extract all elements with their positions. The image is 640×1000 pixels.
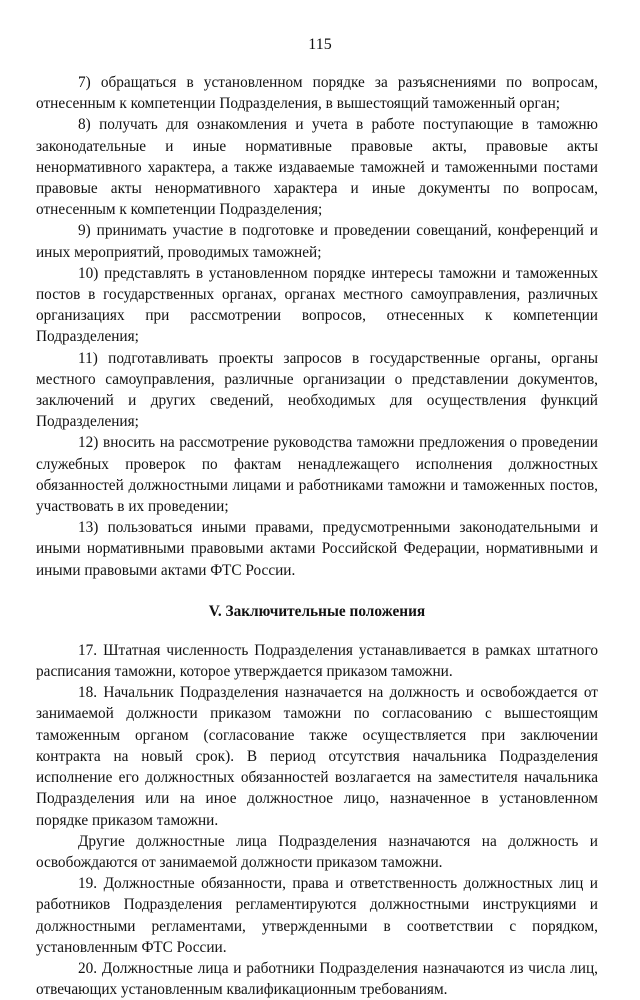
paragraph-clause-19: 19. Должностные обязанности, права и ответственность должностных лиц и работников Подразделения регламентируются должностными инструкциями и должностными регламентами, утвержденными в соответствии с порядком, установленным ФТС России. <box>36 875 598 956</box>
paragraph-item-9: 9) принимать участие в подготовке и проведении совещаний, конференций и иных мероприятий, проводимых таможней; <box>36 222 598 261</box>
paragraph-clause-17: 17. Штатная численность Подразделения устанавливается в рамках штатного расписания таможни, которое утверждается приказом таможни. <box>36 641 598 681</box>
section-heading: V. Заключительные положения <box>208 602 426 620</box>
paragraph-item-8: 8) получать для ознакомления и учета в работе поступающие в таможню законодательные и иные нормативные правовые акты, правовые акты ненормативного характера, а также издаваемые таможней и таможенными постами правовые акты ненормативного характера и иные документы по вопросам, отнесенным к компетенции Подразделения; <box>36 116 598 219</box>
paragraph-clause-18-continued: Другие должностные лица Подразделения назначаются на должность и освобождаются от занимаемой должности приказом таможни. <box>36 832 598 871</box>
paragraph-clause-20: 20. Должностные лица и работники Подразделения назначаются из числа лиц, отвечающих установленным квалификационным требованиям. <box>36 959 598 999</box>
paragraph-clause-18: 18. Начальник Подразделения назначается на должность и освобождается от занимаемой должности приказом таможни по согласованию с вышестоящим таможенным органом (согласование также осуществляется при заключении контракта на новый срок). В период отсутствия начальника Подразделения исполнение его должностных обязанностей возлагается на заместителя начальника Подразделения или на иное должностное лицо, назначенное в установленном порядке приказом таможни. <box>36 684 598 829</box>
paragraph-item-11: 11) подготавливать проекты запросов в государственные органы, органы местного самоуправления, различные организации о представлении документов, заключений и других сведений, необходимых для осуществления функций Подразделения; <box>36 349 598 431</box>
paragraph-item-13: 13) пользоваться иными правами, предусмотренными законодательными и иными нормативными правовыми актами Российской Федерации, нормативными и иными правовыми актами ФТС России. <box>36 519 598 579</box>
paragraph-item-10: 10) представлять в установленном порядке интересы таможни и таможенных постов в государственных органах, органах местного самоуправления, различных организациях при рассмотрении вопросов, отнесенных к компетенции Подразделения; <box>36 264 598 346</box>
page-number: 115 <box>308 36 332 53</box>
paragraph-item-7: 7) обращаться в установленном порядке за разъяснениями по вопросам, отнесенным к компетенции Подразделения, в вышестоящий таможенный орган; <box>36 74 598 113</box>
rights-list <box>36 72 598 1000</box>
paragraph-item-12: 12) вносить на рассмотрение руководства таможни предложения о проведении служебных проверок по фактам ненадлежащего исполнения должностных обязанностей должностными лицами и работниками таможни и таможенных постов, участвовать в их проведении; <box>36 434 598 516</box>
